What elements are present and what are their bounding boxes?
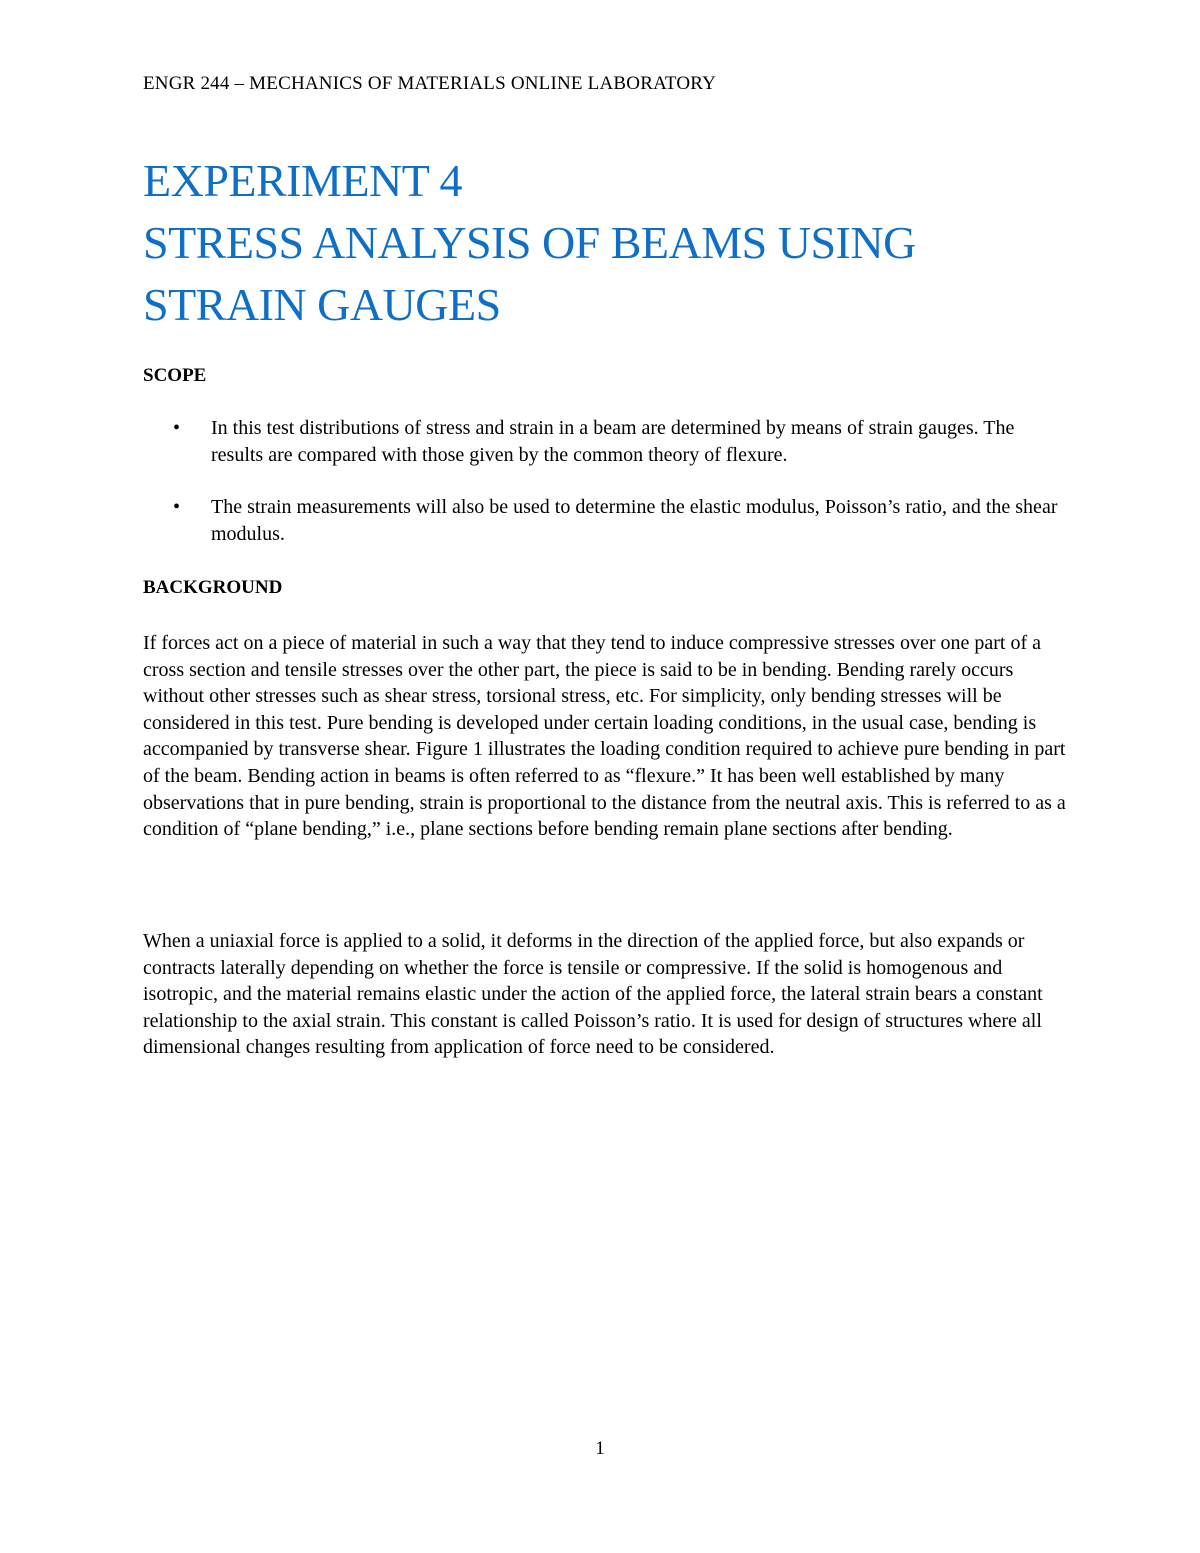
scope-bullet-text: The strain measurements will also be used to determine the elastic modulus, Poisson’s ratio, and the shear modulus. <box>211 496 1058 545</box>
page-number: 1 <box>595 1438 605 1459</box>
bullet-icon: • <box>173 496 181 519</box>
running-header: ENGR 244 – MECHANICS OF MATERIALS ONLINE LABORATORY <box>143 73 717 94</box>
scope-bullet-item <box>143 494 1063 547</box>
background-paragraph: When a uniaxial force is applied to a solid, it deforms in the direction of the applied force, but also expands or contracts laterally depending on whether the force is tensile or compressive. If the solid is homogenous and isotropic, and the material remains elastic under the action of the applied force, the lateral strain bears a constant relationship to the axial strain. This constant is called Poisson’s ratio. It is used for design of structures where all dimensional changes resulting from application of force need to be considered. <box>143 930 1043 1059</box>
scope-bullet-text: In this test distributions of stress and strain in a beam are determined by means of strain gauges. The results are compared with those given by the common theory of flexure. <box>211 417 1015 466</box>
bullet-icon: • <box>173 417 181 439</box>
title-line-subject: STRESS ANALYSIS OF BEAMS USING <box>143 217 916 268</box>
document-title <box>143 150 1103 336</box>
title-line-subject-continued: STRAIN GAUGES <box>143 279 501 330</box>
scope-heading: SCOPE <box>143 365 207 386</box>
scope-bullet-item <box>143 415 1063 468</box>
title-line-experiment: EXPERIMENT 4 <box>143 155 462 206</box>
background-paragraph: If forces act on a piece of material in such a way that they tend to induce compressive stresses over one part of a cross section and tensile stresses over the other part, the piece is said to be in bending. Bending rarely occurs without other stresses such as shear stress, torsional stress, etc. For simplicity, only bending stresses will be considered in this test. Pure bending is developed under certain loading conditions, in the usual case, bending is accompanied by transverse shear. Figure 1 illustrates the loading condition required to achieve pure bending in part of the beam. Bending action in beams is often referred to as “flexure.” It has been well established by many observations that in pure bending, strain is proportional to the distance from the neutral axis. This is referred to as a condition of “plane bending,” i.e., plane sections before bending remain plane sections after bending. <box>143 632 1066 841</box>
scope-bullet-list <box>143 415 1063 573</box>
background-heading: BACKGROUND <box>143 577 283 598</box>
